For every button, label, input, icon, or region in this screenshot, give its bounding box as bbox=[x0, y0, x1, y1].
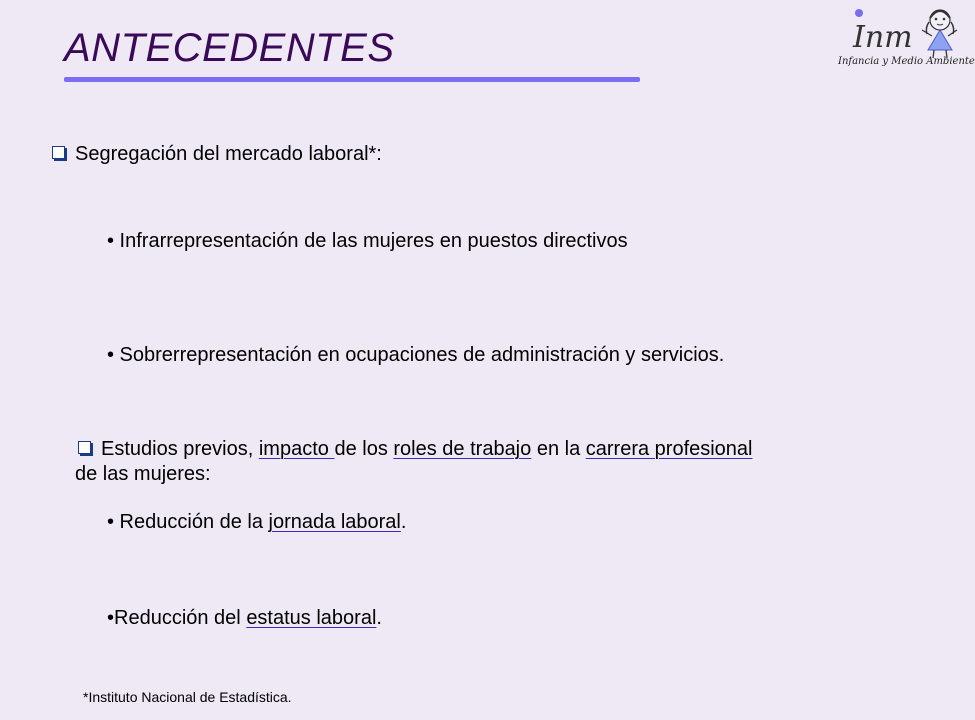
bullet-reduccion-estatus bbox=[107, 606, 382, 630]
bullet-text: • Reducción de la bbox=[107, 511, 269, 533]
link-roles-de-trabajo[interactable]: roles de trabajo bbox=[393, 438, 532, 460]
bullet-infrarrepresentacion: • Infrarrepresentación de las mujeres en puestos directivos bbox=[107, 230, 628, 252]
bullet-text: •Reducción del bbox=[107, 607, 247, 629]
title-underline-rule bbox=[64, 77, 640, 82]
square-bullet-icon bbox=[52, 146, 65, 159]
bullet-reduccion-jornada bbox=[107, 510, 406, 534]
page-title: ANTECEDENTES bbox=[64, 26, 395, 70]
estudios-text-1: Estudios previos, bbox=[101, 438, 259, 460]
section-heading-estudios bbox=[78, 437, 753, 461]
bullet-suffix: . bbox=[376, 607, 382, 629]
estudios-text-3: en la bbox=[531, 438, 586, 460]
link-impacto[interactable]: impacto bbox=[258, 438, 335, 460]
estudios-line-2: de las mujeres: bbox=[75, 463, 211, 485]
logo-tagline: Infancia y Medio Ambiente bbox=[838, 56, 975, 67]
bullet-suffix: . bbox=[400, 511, 407, 533]
estudios-text-2: de los bbox=[334, 438, 394, 460]
link-carrera-profesional[interactable]: carrera profesional bbox=[585, 438, 753, 460]
section-heading-segregacion bbox=[52, 142, 382, 166]
inma-logo bbox=[838, 0, 975, 80]
footnote-source: *Instituto Nacional de Estadística. bbox=[83, 689, 292, 705]
bullet-sobrerrepresentacion: • Sobrerrepresentación en ocupaciones de administración y servicios. bbox=[107, 344, 725, 366]
link-jornada-laboral[interactable]: jornada laboral bbox=[268, 511, 401, 533]
link-estatus-laboral[interactable]: estatus laboral bbox=[246, 607, 377, 629]
logo-graphic bbox=[838, 0, 975, 80]
section-heading-text: Segregación del mercado laboral*: bbox=[75, 143, 382, 165]
logo-wordmark: Inm bbox=[853, 20, 913, 55]
square-bullet-icon bbox=[78, 441, 91, 454]
